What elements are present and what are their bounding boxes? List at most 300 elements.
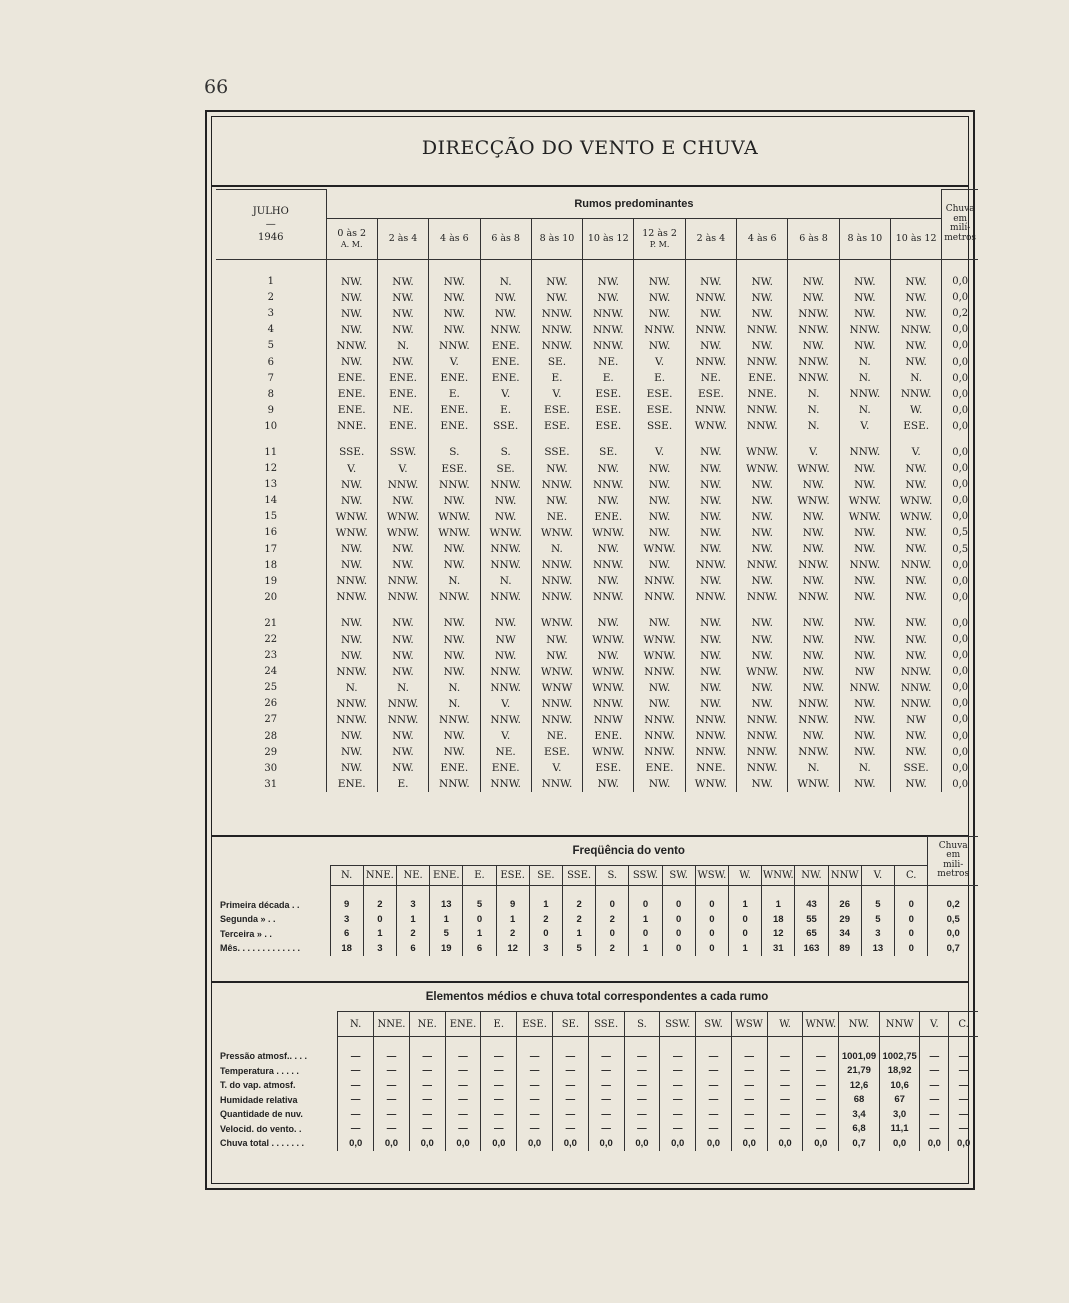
wind-direction-cell: NNW.: [583, 477, 634, 493]
wind-direction-cell: NNW.: [429, 712, 480, 728]
hour-interval-label: 8 às 10: [539, 233, 575, 244]
frequency-value: 1: [430, 912, 463, 927]
wind-direction-cell: WNW.: [531, 615, 582, 631]
element-value: —: [920, 1107, 949, 1122]
spacer-cell: [216, 1037, 338, 1050]
wind-direction-cell: WNW.: [377, 525, 428, 541]
spacer-cell: [861, 885, 894, 898]
day-number: 27: [264, 714, 278, 726]
spacer-cell: [795, 885, 828, 898]
wind-direction-cell: NNW.: [737, 744, 788, 760]
wind-direction-cell: NW.: [377, 631, 428, 647]
wind-direction-cell: ENE.: [326, 776, 377, 792]
page-title: DIRECÇÃO DO VENTO E CHUVA: [421, 137, 759, 159]
wind-direction-cell: WNW.: [634, 541, 685, 557]
wind-direction-cell: NW.: [326, 728, 377, 744]
direction-column-header: WSW: [731, 1012, 767, 1037]
element-value: —: [517, 1049, 553, 1064]
row-label: Pressão atmosf.. . . .: [220, 1051, 308, 1062]
day-number: 21: [264, 617, 278, 629]
rain-cell: 0,0: [942, 573, 978, 589]
wind-direction-cell: NW.: [891, 274, 942, 290]
hour-interval-header: [531, 218, 582, 259]
table-row: [216, 461, 978, 477]
frequency-value: 0: [695, 927, 728, 942]
wind-direction-cell: NW.: [480, 306, 531, 322]
frequency-value: 3: [396, 898, 429, 913]
spacer-cell: [788, 259, 839, 274]
element-value: —: [624, 1064, 660, 1079]
day-number: 22: [264, 634, 278, 646]
hour-interval-label: 4 às 6: [747, 233, 777, 244]
wind-direction-cell: NW.: [685, 664, 736, 680]
element-value: —: [731, 1093, 767, 1108]
wind-direction-cell: NW.: [583, 493, 634, 509]
hour-interval-label: 10 às 12: [895, 233, 937, 244]
wind-direction-cell: NW.: [429, 631, 480, 647]
rain-cell: 0,0: [942, 615, 978, 631]
wind-direction-cell: NNW.: [531, 338, 582, 354]
frequency-value: 2: [496, 927, 529, 942]
wind-direction-cell: NW.: [429, 664, 480, 680]
wind-direction-cell: WNW.: [788, 493, 839, 509]
wind-direction-cell: WNW: [531, 680, 582, 696]
wind-direction-cell: ESE.: [583, 760, 634, 776]
gap-cell: [634, 605, 685, 615]
element-value: —: [660, 1078, 696, 1093]
wind-direction-cell: NNW.: [788, 589, 839, 605]
rain-value: 0,5: [928, 912, 978, 927]
wind-direction-cell: NW.: [839, 696, 890, 712]
header-line: em: [953, 213, 968, 224]
am-pm-label: A. M.: [340, 239, 363, 249]
gap-cell: [942, 605, 978, 615]
element-value: —: [588, 1107, 624, 1122]
element-value: —: [445, 1093, 481, 1108]
wind-direction-cell: NNW.: [531, 477, 582, 493]
wind-direction-cell: NW.: [429, 648, 480, 664]
hour-interval-header: [839, 218, 890, 259]
table-row: [216, 776, 978, 792]
gap-cell: [891, 434, 942, 444]
wind-direction-cell: NNW.: [839, 322, 890, 338]
wind-direction-cell: NW.: [377, 648, 428, 664]
wind-direction-cell: NW.: [737, 696, 788, 712]
rain-cell: 0,0: [942, 354, 978, 370]
element-value: —: [409, 1078, 445, 1093]
wind-direction-cell: NNW.: [891, 680, 942, 696]
frequency-value: 0: [695, 941, 728, 956]
wind-direction-cell: NNE.: [326, 418, 377, 434]
wind-direction-cell: ESE.: [583, 386, 634, 402]
wind-direction-cell: NW.: [839, 631, 890, 647]
element-value: —: [949, 1122, 978, 1137]
wind-direction-cell: NW: [891, 712, 942, 728]
frequency-value: 0: [895, 941, 928, 956]
wind-direction-cell: NW.: [737, 615, 788, 631]
wind-direction-cell: NW.: [685, 477, 736, 493]
direction-column-header: N.: [338, 1012, 374, 1037]
wind-direction-cell: NW.: [839, 728, 890, 744]
day-number: 7: [267, 372, 274, 384]
wind-direction-cell: N.: [839, 402, 890, 418]
wind-direction-cell: NNW.: [737, 589, 788, 605]
wind-direction-cell: NW.: [685, 493, 736, 509]
wind-direction-cell: NW.: [891, 728, 942, 744]
hour-interval-label: 6 às 8: [491, 233, 520, 244]
element-value: —: [552, 1064, 588, 1079]
hour-interval-label: 12 às 2: [642, 227, 677, 239]
rain-cell: 0,0: [942, 696, 978, 712]
wind-direction-cell: WNW.: [480, 525, 531, 541]
frequency-value: 0: [463, 912, 496, 927]
wind-direction-cell: NW.: [737, 493, 788, 509]
frequency-value: 0: [662, 927, 695, 942]
wind-direction-cell: NW.: [685, 573, 736, 589]
wind-direction-cell: NNW.: [531, 322, 582, 338]
gap-cell: [429, 434, 480, 444]
wind-direction-cell: SSE.: [891, 760, 942, 776]
frequency-value: 9: [330, 898, 363, 913]
wind-direction-cell: NW.: [377, 322, 428, 338]
frequency-value: 26: [828, 898, 861, 913]
wind-direction-cell: ESE.: [429, 461, 480, 477]
direction-column-header: WNW.: [762, 865, 795, 885]
direction-column-header: S.: [596, 865, 629, 885]
hour-interval-label: 0 às 2: [337, 227, 367, 239]
day-number: 13: [264, 479, 278, 491]
wind-direction-cell: NW.: [326, 322, 377, 338]
spacer-cell: [695, 885, 728, 898]
table-row: [216, 338, 978, 354]
wind-direction-cell: NNW.: [480, 541, 531, 557]
day-number: 30: [264, 762, 278, 774]
element-value: —: [481, 1093, 517, 1108]
direction-column-header: N.: [330, 865, 363, 885]
table-row: [216, 615, 978, 631]
element-value: —: [920, 1064, 949, 1079]
wind-direction-cell: ENE.: [429, 402, 480, 418]
element-value: —: [731, 1078, 767, 1093]
row-label: Quantidade de nuv.: [220, 1109, 303, 1120]
rain-cell: 0,0: [942, 477, 978, 493]
hour-interval-header: [788, 218, 839, 259]
direction-column-header: SE.: [529, 865, 562, 885]
frequency-value: 5: [562, 941, 595, 956]
element-value: —: [481, 1064, 517, 1079]
gap-cell: [216, 605, 326, 615]
wind-direction-cell: NNW.: [326, 589, 377, 605]
rain-cell: 0,0: [942, 338, 978, 354]
wind-direction-cell: NW.: [737, 525, 788, 541]
wind-direction-cell: NW.: [326, 306, 377, 322]
frequency-value: 163: [795, 941, 828, 956]
day-number: 8: [267, 388, 274, 400]
wind-direction-cell: NW.: [788, 274, 839, 290]
frequency-value: 6: [463, 941, 496, 956]
wind-direction-cell: NW.: [891, 290, 942, 306]
wind-direction-cell: WNW.: [531, 525, 582, 541]
wind-direction-cell: WNW.: [583, 631, 634, 647]
wind-direction-cell: NW.: [634, 306, 685, 322]
element-value: —: [696, 1078, 732, 1093]
frequency-caption: Freqüência do vento: [572, 844, 685, 857]
table-row: [216, 589, 978, 605]
frequency-value: 6: [330, 927, 363, 942]
element-value: —: [588, 1064, 624, 1079]
wind-direction-cell: N.: [531, 541, 582, 557]
element-value: 0,0: [949, 1136, 978, 1151]
wind-direction-cell: NW.: [326, 760, 377, 776]
wind-direction-cell: E.: [429, 386, 480, 402]
hour-interval-label: 2 às 4: [388, 233, 418, 244]
element-value: 0,0: [409, 1136, 445, 1151]
wind-direction-cell: WNW.: [429, 509, 480, 525]
wind-direction-cell: NW.: [634, 461, 685, 477]
wind-direction-cell: N.: [788, 760, 839, 776]
direction-column-header: NNE.: [363, 865, 396, 885]
frequency-value: 5: [861, 912, 894, 927]
frequency-value: 2: [529, 912, 562, 927]
element-value: 0,0: [920, 1136, 949, 1151]
wind-direction-cell: NW.: [480, 615, 531, 631]
wind-direction-cell: WNW.: [634, 648, 685, 664]
frequency-value: 12: [496, 941, 529, 956]
day-number: 14: [264, 495, 278, 507]
wind-direction-cell: ESE.: [583, 418, 634, 434]
element-value: —: [660, 1093, 696, 1108]
frequency-value: 1: [363, 927, 396, 942]
spacer-cell: [596, 885, 629, 898]
spacer-cell: [731, 1037, 767, 1050]
frequency-value: 29: [828, 912, 861, 927]
direction-column-header: ENE.: [445, 1012, 481, 1037]
wind-direction-cell: WNW.: [788, 776, 839, 792]
element-value: —: [767, 1078, 803, 1093]
wind-direction-cell: V.: [429, 354, 480, 370]
wind-direction-cell: WNW.: [737, 444, 788, 460]
day-number: 24: [264, 666, 278, 678]
element-value: —: [949, 1093, 978, 1108]
wind-direction-cell: NNW.: [891, 664, 942, 680]
wind-direction-cell: NW.: [891, 338, 942, 354]
direction-column-header: WNW.: [803, 1012, 839, 1037]
element-value: —: [409, 1122, 445, 1137]
wind-direction-cell: WNW.: [583, 525, 634, 541]
wind-direction-cell: NNW.: [891, 386, 942, 402]
header-line: JULHO: [252, 205, 289, 217]
wind-direction-cell: V.: [326, 461, 377, 477]
wind-direction-cell: NW.: [377, 306, 428, 322]
table-row: [216, 477, 978, 493]
wind-direction-cell: NW.: [891, 306, 942, 322]
element-value: 10,6: [879, 1078, 920, 1093]
frequency-value: 0: [895, 927, 928, 942]
day-number: 29: [264, 746, 278, 758]
wind-direction-cell: NNW.: [531, 557, 582, 573]
spacer-cell: [920, 1037, 949, 1050]
wind-direction-cell: NNW.: [788, 744, 839, 760]
spacer-cell: [481, 1037, 517, 1050]
wind-direction-cell: NW.: [326, 354, 377, 370]
element-value: —: [338, 1078, 374, 1093]
frequency-value: 0: [662, 941, 695, 956]
frequency-value: 0: [596, 898, 629, 913]
element-value: —: [731, 1107, 767, 1122]
row-label: Temperatura . . . . .: [220, 1065, 299, 1076]
wind-direction-cell: N.: [377, 680, 428, 696]
element-value: —: [624, 1107, 660, 1122]
element-value: 0,0: [338, 1136, 374, 1151]
table-row: [216, 712, 978, 728]
wind-direction-cell: NNW.: [583, 306, 634, 322]
wind-direction-cell: NNW.: [480, 680, 531, 696]
element-value: 0,0: [481, 1136, 517, 1151]
wind-direction-cell: NW.: [377, 274, 428, 290]
wind-direction-cell: NW.: [788, 631, 839, 647]
table-row: [216, 1093, 978, 1108]
wind-direction-cell: NNW.: [634, 322, 685, 338]
frequency-value: 19: [430, 941, 463, 956]
frequency-value: 5: [861, 898, 894, 913]
wind-direction-cell: N.: [788, 418, 839, 434]
direction-column-header: V.: [861, 865, 894, 885]
wind-direction-cell: V.: [531, 760, 582, 776]
wind-direction-cell: SSW.: [377, 444, 428, 460]
wind-direction-cell: NNW.: [480, 477, 531, 493]
table-row: [216, 370, 978, 386]
wind-direction-cell: V.: [531, 386, 582, 402]
rain-cell: 0,0: [942, 274, 978, 290]
wind-direction-cell: NW.: [839, 274, 890, 290]
wind-direction-cell: NW.: [891, 354, 942, 370]
element-value: —: [731, 1064, 767, 1079]
element-value: —: [803, 1093, 839, 1108]
table-row: [216, 927, 978, 942]
wind-direction-cell: NNW.: [737, 418, 788, 434]
wind-direction-cell: WNW.: [891, 509, 942, 525]
wind-direction-cell: NNW.: [531, 776, 582, 792]
direction-column-header: NNW: [879, 1012, 920, 1037]
wind-direction-cell: NW.: [583, 274, 634, 290]
wind-direction-cell: NNW.: [326, 338, 377, 354]
element-value: —: [588, 1078, 624, 1093]
wind-direction-cell: WNW.: [634, 631, 685, 647]
gap-cell: [216, 434, 326, 444]
wind-direction-cell: NNE.: [685, 760, 736, 776]
header-line: metros: [937, 869, 970, 880]
wind-direction-cell: ENE.: [480, 354, 531, 370]
gap-cell: [480, 434, 531, 444]
hour-interval-label: 6 às 8: [799, 233, 828, 244]
element-value: —: [803, 1107, 839, 1122]
wind-direction-cell: NW.: [429, 322, 480, 338]
wind-direction-cell: NW.: [634, 274, 685, 290]
wind-direction-cell: NW.: [429, 493, 480, 509]
element-value: 6,8: [839, 1122, 880, 1137]
wind-direction-cell: NW.: [891, 477, 942, 493]
wind-direction-cell: NW.: [583, 648, 634, 664]
frequency-corner: [216, 837, 330, 866]
gap-cell: [326, 605, 377, 615]
frequency-value: 0: [695, 912, 728, 927]
gap-cell: [531, 605, 582, 615]
wind-direction-cell: NW.: [788, 477, 839, 493]
wind-direction-cell: NW.: [326, 290, 377, 306]
spacer-cell: [552, 1037, 588, 1050]
wind-direction-cell: WNW.: [583, 664, 634, 680]
spacer-cell: [879, 1037, 920, 1050]
element-value: —: [374, 1064, 410, 1079]
wind-direction-cell: NW.: [737, 680, 788, 696]
element-value: —: [517, 1122, 553, 1137]
element-value: —: [731, 1049, 767, 1064]
element-value: —: [517, 1064, 553, 1079]
wind-direction-cell: NW.: [480, 648, 531, 664]
wind-direction-cell: NW.: [839, 306, 890, 322]
wind-direction-cell: SSE.: [326, 444, 377, 460]
element-value: —: [803, 1122, 839, 1137]
wind-direction-cell: NNW.: [788, 712, 839, 728]
wind-direction-cell: WNW.: [583, 680, 634, 696]
table-row: [216, 509, 978, 525]
element-value: —: [767, 1122, 803, 1137]
element-value: 0,0: [696, 1136, 732, 1151]
wind-direction-cell: NW.: [685, 461, 736, 477]
wind-direction-cell: NNW.: [788, 696, 839, 712]
element-value: —: [409, 1049, 445, 1064]
wind-direction-cell: ENE.: [583, 509, 634, 525]
wind-direction-cell: NNW.: [583, 589, 634, 605]
wind-direction-cell: ENE.: [480, 760, 531, 776]
spacer-cell: [660, 1037, 696, 1050]
day-number: 25: [264, 682, 278, 694]
wind-direction-cell: NW.: [839, 712, 890, 728]
wind-direction-cell: NW.: [531, 461, 582, 477]
rain-cell: 0,0: [942, 589, 978, 605]
gap-cell: [685, 605, 736, 615]
wind-direction-cell: NW.: [891, 776, 942, 792]
wind-direction-cell: V.: [839, 418, 890, 434]
wind-direction-cell: SE.: [480, 461, 531, 477]
frequency-value: 3: [330, 912, 363, 927]
wind-direction-cell: NW.: [891, 573, 942, 589]
wind-direction-cell: NNW.: [377, 477, 428, 493]
wind-direction-cell: NW.: [583, 573, 634, 589]
wind-direction-cell: ENE.: [377, 370, 428, 386]
table-row: [216, 541, 978, 557]
element-value: 0,0: [879, 1136, 920, 1151]
frequency-value: 0: [729, 912, 762, 927]
wind-direction-cell: V.: [377, 461, 428, 477]
rain-cell: 0,0: [942, 760, 978, 776]
wind-direction-cell: E.: [480, 402, 531, 418]
wind-direction-cell: NNW.: [685, 290, 736, 306]
day-number: 18: [264, 559, 278, 571]
table-row: [216, 402, 978, 418]
row-label: Mês. . . . . . . . . . . . .: [220, 943, 301, 954]
wind-direction-cell: NNW.: [531, 573, 582, 589]
row-label: Segunda » . .: [220, 914, 276, 925]
wind-direction-cell: NW.: [326, 615, 377, 631]
direction-column-header: C.: [949, 1012, 978, 1037]
spacer-cell: [803, 1037, 839, 1050]
element-value: —: [588, 1122, 624, 1137]
element-value: 0,0: [731, 1136, 767, 1151]
wind-direction-cell: NNW.: [737, 322, 788, 338]
frequency-value: 34: [828, 927, 861, 942]
wind-direction-cell: WNW.: [737, 461, 788, 477]
